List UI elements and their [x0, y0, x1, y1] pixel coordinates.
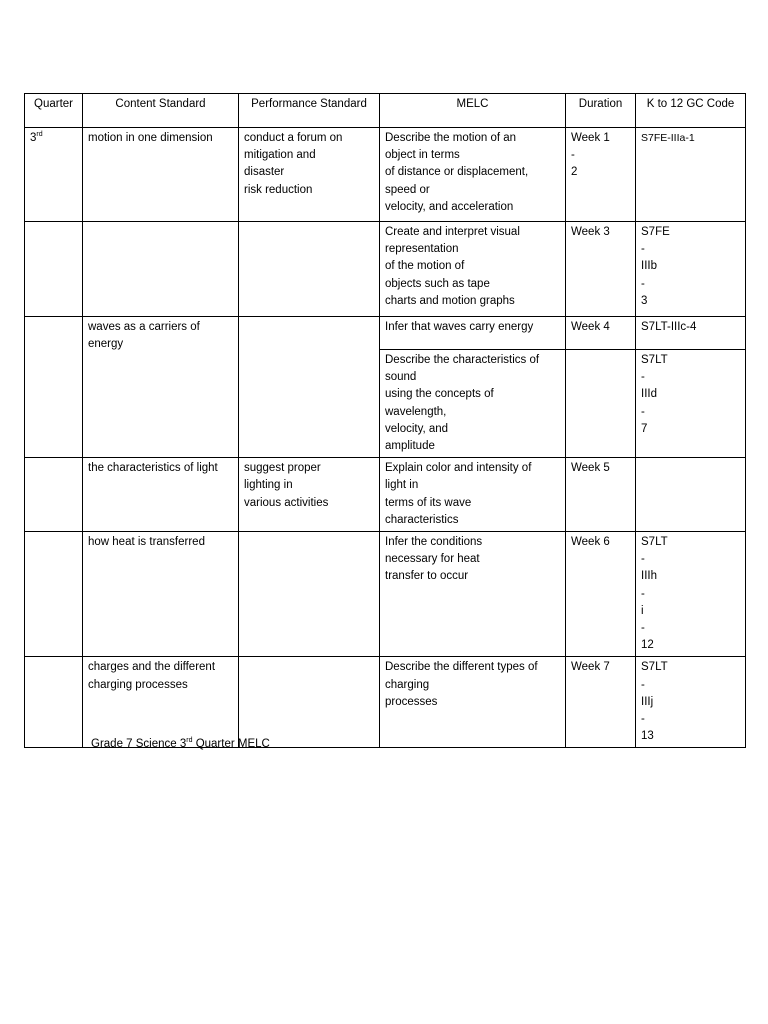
performance-line: lighting in [244, 479, 293, 492]
quarter-cell [25, 317, 83, 458]
content-standard-cell: the characteristics of light [83, 458, 239, 532]
melc-line: object in terms [385, 149, 460, 162]
melc-line: sound [385, 371, 417, 384]
duration-cell [566, 317, 636, 350]
melc-line: Describe the different types of [385, 661, 538, 674]
quarter-cell [25, 458, 83, 532]
code-line: IIIj [641, 695, 654, 708]
header-code: K to 12 GC Code [636, 94, 746, 128]
code-cell [636, 128, 746, 222]
duration-line: Week 7 [571, 661, 610, 674]
code-line: S7LT [641, 536, 668, 549]
table-row [25, 222, 746, 317]
code-cell [636, 532, 746, 657]
code-line: - [641, 622, 645, 635]
melc-line: charging [385, 678, 430, 691]
performance-standard-cell [239, 128, 380, 222]
code-line: - [641, 371, 645, 384]
melc-table [24, 93, 746, 748]
performance-line: conduct a forum on [244, 132, 343, 144]
code-line: - [641, 243, 645, 256]
table-row [25, 532, 746, 657]
melc-line: processes [385, 695, 438, 708]
code-line: - [641, 678, 645, 691]
code-line: 3 [641, 294, 648, 307]
duration-cell [566, 458, 636, 532]
duration-line: - [571, 149, 575, 162]
melc-line: light in [385, 479, 419, 492]
content-standard-cell: motion in one dimension [83, 128, 239, 222]
code-line: 12 [641, 639, 654, 652]
performance-line: various activities [244, 496, 329, 509]
table-row [25, 317, 746, 350]
melc-cell [380, 317, 566, 350]
duration-line: Week 1 [571, 132, 610, 144]
code-line: S7LT-IIIc-4 [641, 321, 697, 333]
header-melc: MELC [380, 94, 566, 128]
performance-line: mitigation and [244, 149, 316, 162]
melc-line: Infer the conditions [385, 536, 483, 549]
quarter-cell [25, 128, 83, 222]
content-standard-cell: waves as a carriers of energy [83, 317, 239, 458]
content-standard-cell: charges and the different charging processes [83, 657, 239, 748]
code-cell [636, 222, 746, 317]
melc-line: velocity, and acceleration [385, 200, 514, 213]
duration-cell [566, 657, 636, 748]
code-cell [636, 350, 746, 458]
quarter-cell [25, 657, 83, 748]
code-line: - [641, 713, 645, 726]
melc-line: Create and interpret visual [385, 226, 520, 238]
table-row [25, 458, 746, 532]
quarter-suffix: rd [36, 131, 43, 139]
melc-cell [380, 657, 566, 748]
melc-cell [380, 222, 566, 317]
table-header-row [25, 94, 746, 128]
melc-line: speed or [385, 183, 430, 196]
caption-rest: Quarter MELC [192, 738, 270, 750]
code-cell [636, 657, 746, 748]
performance-standard-cell [239, 657, 380, 748]
duration-cell [566, 350, 636, 458]
code-line: IIId [641, 388, 657, 401]
code-cell [636, 317, 746, 350]
code-line: 13 [641, 730, 654, 743]
performance-standard-cell [239, 317, 380, 458]
duration-line: Week 3 [571, 226, 610, 238]
code-line: - [641, 277, 645, 290]
header-performance-standard: Performance Standard [239, 94, 380, 128]
quarter-cell [25, 532, 83, 657]
quarter-number: 3 [30, 132, 37, 144]
header-quarter: Quarter [25, 94, 83, 128]
melc-line: Infer that waves carry energy [385, 321, 534, 333]
code-cell [636, 458, 746, 532]
melc-cell [380, 128, 566, 222]
melc-line: velocity, and [385, 422, 449, 435]
performance-line: risk reduction [244, 183, 313, 196]
table-row [25, 128, 746, 222]
melc-line: representation [385, 243, 459, 256]
melc-line: terms of its wave [385, 496, 472, 509]
code-line: 7 [641, 422, 648, 435]
content-standard-cell [83, 222, 239, 317]
melc-line: Explain color and intensity of [385, 462, 532, 475]
melc-line: amplitude [385, 440, 435, 453]
table-caption [91, 737, 270, 752]
code-line: S7FE [641, 226, 670, 238]
code-line: S7FE-IIIa-1 [641, 132, 695, 144]
code-line: IIIh [641, 570, 657, 583]
caption-prefix: Grade 7 Science 3 [91, 738, 187, 750]
melc-line: Describe the characteristics of [385, 354, 540, 366]
melc-line: objects such as tape [385, 277, 490, 290]
melc-line: of distance or displacement, [385, 166, 529, 179]
performance-line: suggest proper [244, 462, 321, 475]
melc-cell [380, 458, 566, 532]
code-line: S7LT [641, 661, 668, 674]
performance-standard-cell [239, 458, 380, 532]
melc-line: Describe the motion of an [385, 132, 517, 144]
header-duration: Duration [566, 94, 636, 128]
header-content-standard: Content Standard [83, 94, 239, 128]
table-row [25, 657, 746, 748]
content-standard-cell: how heat is transferred [83, 532, 239, 657]
melc-line: of the motion of [385, 260, 465, 273]
duration-cell [566, 128, 636, 222]
performance-standard-cell [239, 532, 380, 657]
melc-line: wavelength, [385, 405, 447, 418]
code-line: - [641, 553, 645, 566]
quarter-cell [25, 222, 83, 317]
duration-line: Week 4 [571, 321, 610, 333]
melc-line: charts and motion graphs [385, 294, 515, 307]
code-line: IIIb [641, 260, 657, 273]
code-line: S7LT [641, 354, 668, 366]
melc-line: transfer to occur [385, 570, 469, 583]
performance-standard-cell [239, 222, 380, 317]
melc-line: necessary for heat [385, 553, 480, 566]
melc-line: characteristics [385, 513, 459, 526]
duration-cell [566, 222, 636, 317]
melc-cell [380, 350, 566, 458]
code-line: - [641, 405, 645, 418]
melc-cell [380, 532, 566, 657]
code-line: - [641, 587, 645, 600]
duration-line: Week 5 [571, 462, 610, 475]
melc-line: using the concepts of [385, 388, 494, 401]
caption-suffix: rd [186, 737, 193, 745]
performance-line: disaster [244, 166, 285, 179]
duration-line: Week 6 [571, 536, 610, 549]
duration-line: 2 [571, 166, 578, 179]
duration-cell [566, 532, 636, 657]
code-line: i [641, 604, 644, 617]
